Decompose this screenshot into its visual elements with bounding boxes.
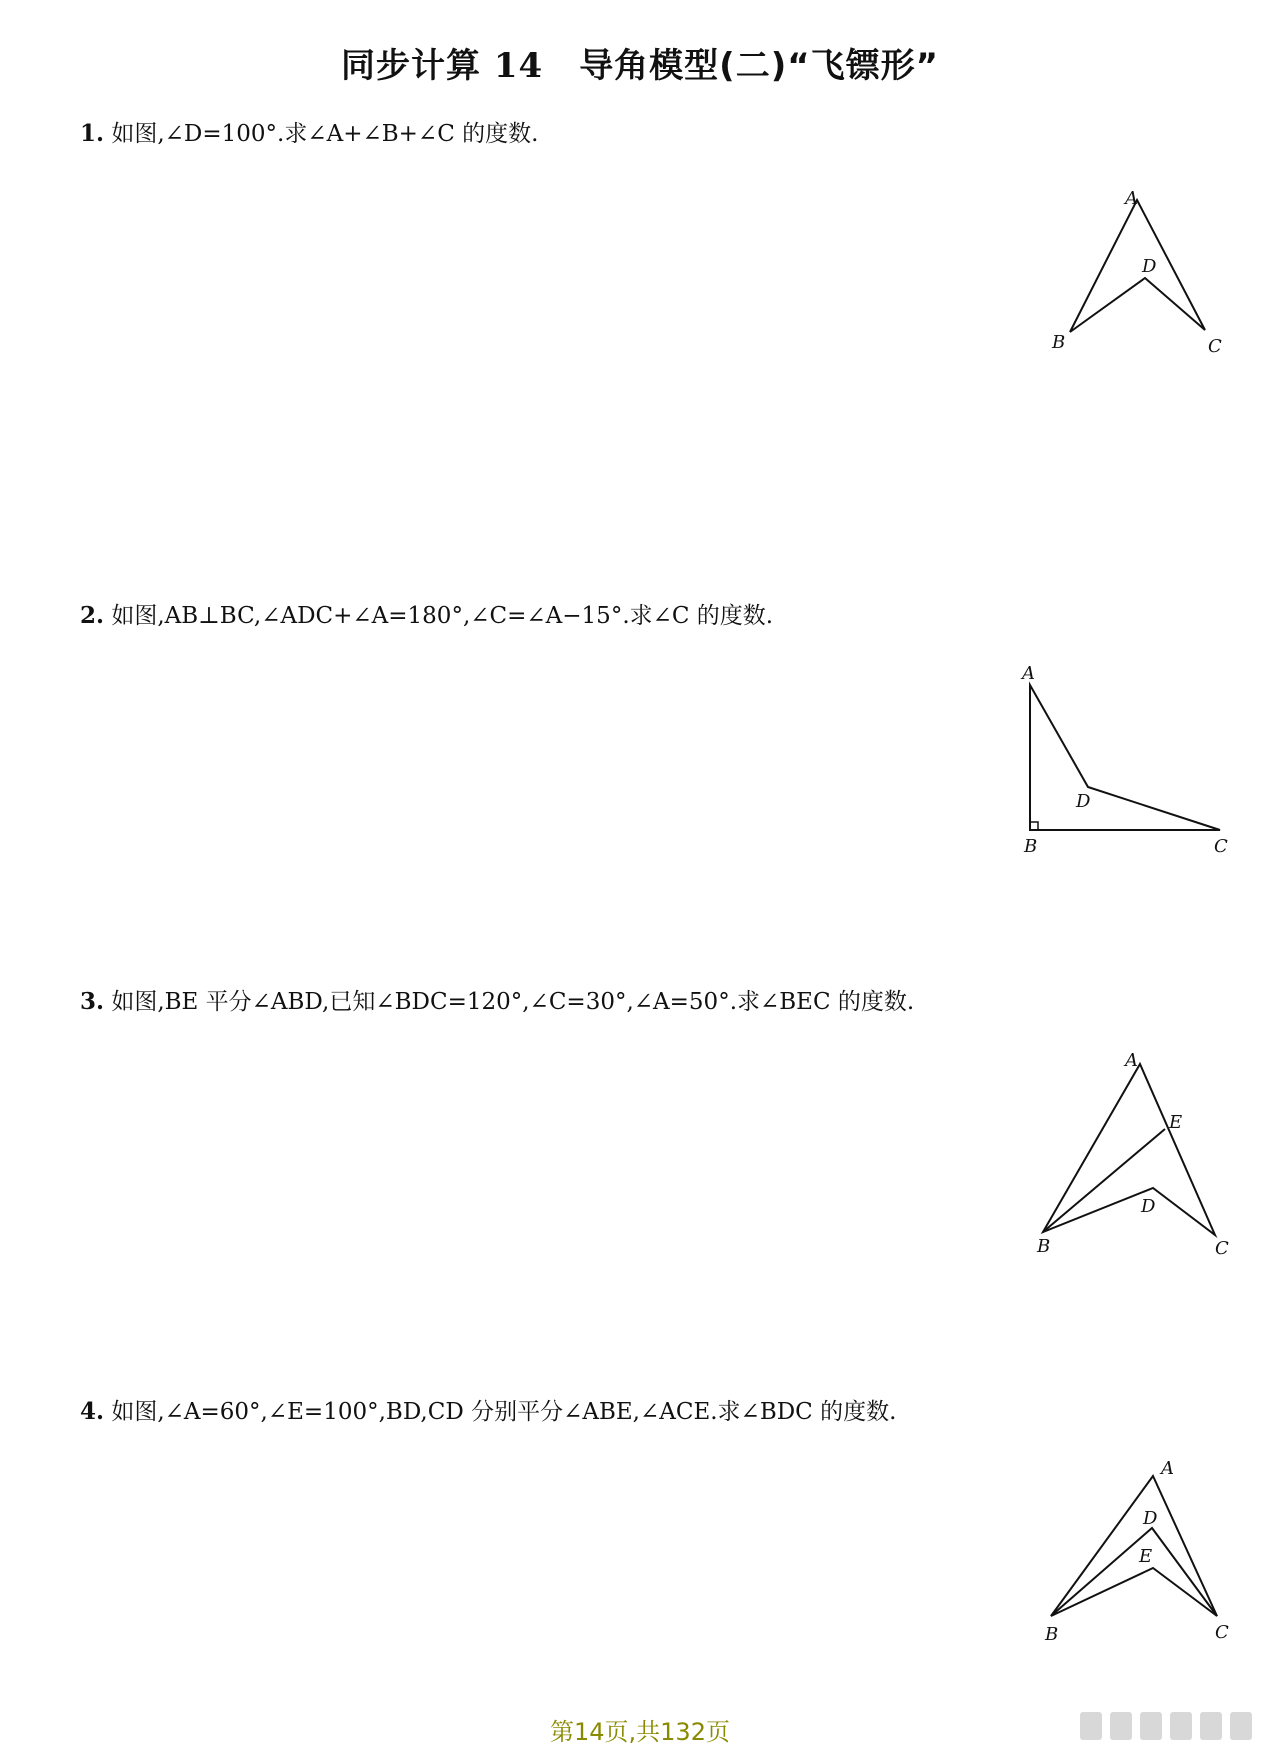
page-title [0, 38, 1280, 87]
label-E: E [1169, 1112, 1183, 1133]
label-C: C [1208, 336, 1222, 357]
problem-2 [80, 597, 773, 630]
figure-3-dart [1025, 1050, 1235, 1260]
problem-1 [80, 115, 538, 148]
problem-number: 2. [80, 602, 105, 629]
figure-1-dart [1030, 190, 1230, 390]
label-D: D [1142, 256, 1157, 277]
label-D: D [1076, 791, 1091, 812]
title-prefix: 同步计算 14 [341, 46, 544, 86]
label-E: E [1139, 1546, 1153, 1567]
label-D: D [1141, 1196, 1156, 1217]
label-D: D [1143, 1508, 1158, 1529]
problem-3 [80, 983, 914, 1016]
problem-text: 如图,∠A=60°,∠E=100°,BD,CD 分别平分∠ABE,∠ACE.求∠BDC 的度数. [111, 1399, 897, 1425]
problem-text: 如图,BE 平分∠ABD,已知∠BDC=120°,∠C=30°,∠A=50°.求∠BEC 的度数. [111, 989, 915, 1015]
label-B: B [1024, 836, 1038, 857]
label-A: A [1161, 1458, 1174, 1479]
problem-text: 如图,∠D=100°.求∠A+∠B+∠C 的度数. [111, 121, 539, 147]
label-A: A [1125, 1050, 1138, 1071]
label-C: C [1214, 836, 1228, 857]
problem-number: 4. [80, 1398, 105, 1425]
figure-4-nested-darts [1035, 1458, 1235, 1668]
problem-number: 3. [80, 988, 105, 1015]
page-footer: 第14页,共132页 [550, 1718, 730, 1746]
label-B: B [1045, 1624, 1059, 1645]
label-C: C [1215, 1238, 1229, 1259]
problem-4 [80, 1393, 896, 1426]
right-angle-mark [1030, 822, 1038, 830]
label-A: A [1022, 663, 1035, 684]
label-C: C [1215, 1622, 1229, 1643]
label-B: B [1052, 332, 1066, 353]
title-main: 导角模型(二)“飞镖形” [579, 46, 939, 86]
dart-outline [1070, 200, 1205, 332]
problem-number: 1. [80, 120, 105, 147]
label-A: A [1125, 188, 1138, 209]
dart-middle-D [1051, 1528, 1217, 1616]
figure-2-quad [1010, 665, 1240, 865]
problem-text: 如图,AB⊥BC,∠ADC+∠A=180°,∠C=∠A−15°.求∠C 的度数. [111, 603, 774, 629]
label-B: B [1037, 1236, 1051, 1257]
quad-outline [1030, 685, 1220, 830]
watermark-logo [1080, 1712, 1252, 1740]
